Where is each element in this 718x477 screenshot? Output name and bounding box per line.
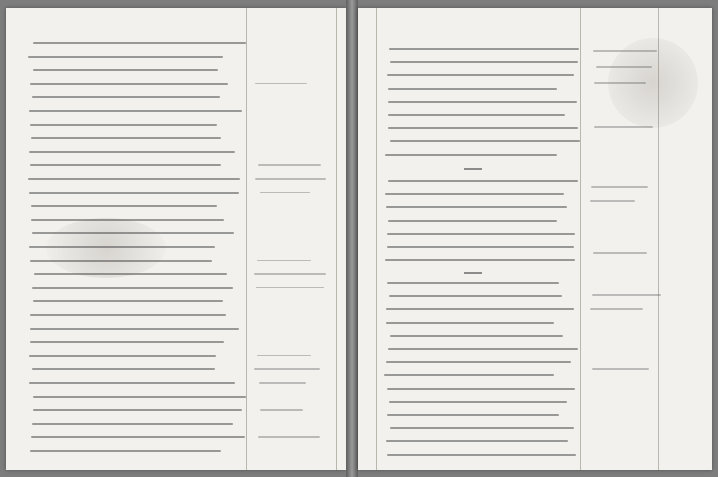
- handwritten-line: [29, 151, 235, 153]
- handwritten-line: [387, 246, 574, 248]
- handwritten-line: [31, 137, 221, 139]
- margin-note-line: [258, 164, 321, 166]
- right-inner-rule: [376, 8, 377, 470]
- right-page: [358, 8, 712, 470]
- margin-note-line: [594, 82, 646, 84]
- handwritten-line: [33, 396, 246, 398]
- handwritten-line: [387, 282, 560, 284]
- handwritten-line: [32, 423, 233, 425]
- handwritten-line: [384, 374, 554, 376]
- handwritten-line: [30, 164, 221, 166]
- handwritten-line: [30, 328, 238, 330]
- handwritten-line: [33, 42, 246, 44]
- handwritten-line: [33, 409, 242, 411]
- handwritten-line: [30, 314, 226, 316]
- handwritten-line: [386, 361, 571, 363]
- handwritten-line: [388, 220, 557, 222]
- margin-note-line: [593, 50, 657, 52]
- handwritten-line: [33, 300, 223, 302]
- handwritten-line: [29, 355, 216, 357]
- margin-note-line: [590, 200, 635, 202]
- handwritten-line: [31, 436, 245, 438]
- right-margin-rule: [580, 8, 581, 470]
- handwritten-line: [387, 74, 574, 76]
- left-page: [6, 8, 346, 470]
- margin-note-line: [256, 287, 324, 289]
- handwritten-line: [32, 96, 220, 98]
- margin-note-line: [257, 260, 310, 262]
- handwritten-line: [387, 454, 576, 456]
- handwritten-line: [30, 124, 217, 126]
- section-heading-mark: [464, 258, 482, 274]
- handwritten-line: [388, 88, 557, 90]
- margin-note-line: [259, 382, 306, 384]
- handwritten-line: [385, 193, 564, 195]
- margin-note-line: [591, 186, 648, 188]
- handwritten-line: [31, 205, 218, 207]
- handwritten-line: [387, 233, 575, 235]
- handwritten-line: [386, 440, 568, 442]
- handwritten-line: [389, 295, 562, 297]
- handwritten-line: [29, 192, 239, 194]
- handwritten-line: [28, 178, 240, 180]
- margin-note-line: [593, 252, 647, 254]
- handwritten-line: [390, 335, 563, 337]
- handwritten-line: [30, 450, 221, 452]
- margin-note-line: [260, 192, 311, 194]
- margin-note-line: [254, 273, 326, 275]
- left-margin-rule: [246, 8, 247, 470]
- margin-note-line: [257, 355, 311, 357]
- handwritten-line: [28, 56, 222, 58]
- handwritten-line: [388, 127, 578, 129]
- handwritten-line: [30, 260, 211, 262]
- handwritten-line: [32, 368, 215, 370]
- margin-note-line: [592, 294, 661, 296]
- handwritten-line: [387, 388, 575, 390]
- handwritten-line: [388, 114, 564, 116]
- margin-note-line: [255, 178, 326, 180]
- handwritten-line: [388, 180, 578, 182]
- handwritten-line: [386, 322, 555, 324]
- handwritten-line: [29, 246, 215, 248]
- handwritten-line: [390, 427, 574, 429]
- margin-note-line: [596, 66, 652, 68]
- margin-note-line: [254, 368, 319, 370]
- margin-note-line: [590, 308, 642, 310]
- handwritten-line: [30, 341, 224, 343]
- handwritten-line: [34, 273, 227, 275]
- left-outer-rule: [336, 8, 337, 470]
- handwritten-line: [30, 83, 228, 85]
- left-page-stain: [46, 218, 166, 278]
- handwritten-line: [386, 206, 567, 208]
- handwritten-line: [390, 61, 578, 63]
- margin-note-line: [592, 368, 649, 370]
- handwritten-line: [387, 414, 559, 416]
- book-gutter: [346, 0, 358, 477]
- handwritten-line: [389, 401, 567, 403]
- handwritten-line: [386, 308, 574, 310]
- handwritten-line: [32, 287, 233, 289]
- section-heading-mark: [464, 154, 482, 170]
- handwritten-line: [31, 219, 224, 221]
- handwritten-line: [390, 140, 580, 142]
- margin-note-line: [255, 83, 307, 85]
- handwritten-line: [33, 69, 218, 71]
- margin-note-line: [260, 409, 304, 411]
- handwritten-line: [388, 101, 576, 103]
- handwritten-line: [29, 382, 235, 384]
- margin-note-line: [594, 126, 653, 128]
- handwritten-line: [389, 48, 578, 50]
- margin-note-line: [258, 436, 320, 438]
- handwritten-line: [388, 348, 578, 350]
- handwritten-line: [29, 110, 243, 112]
